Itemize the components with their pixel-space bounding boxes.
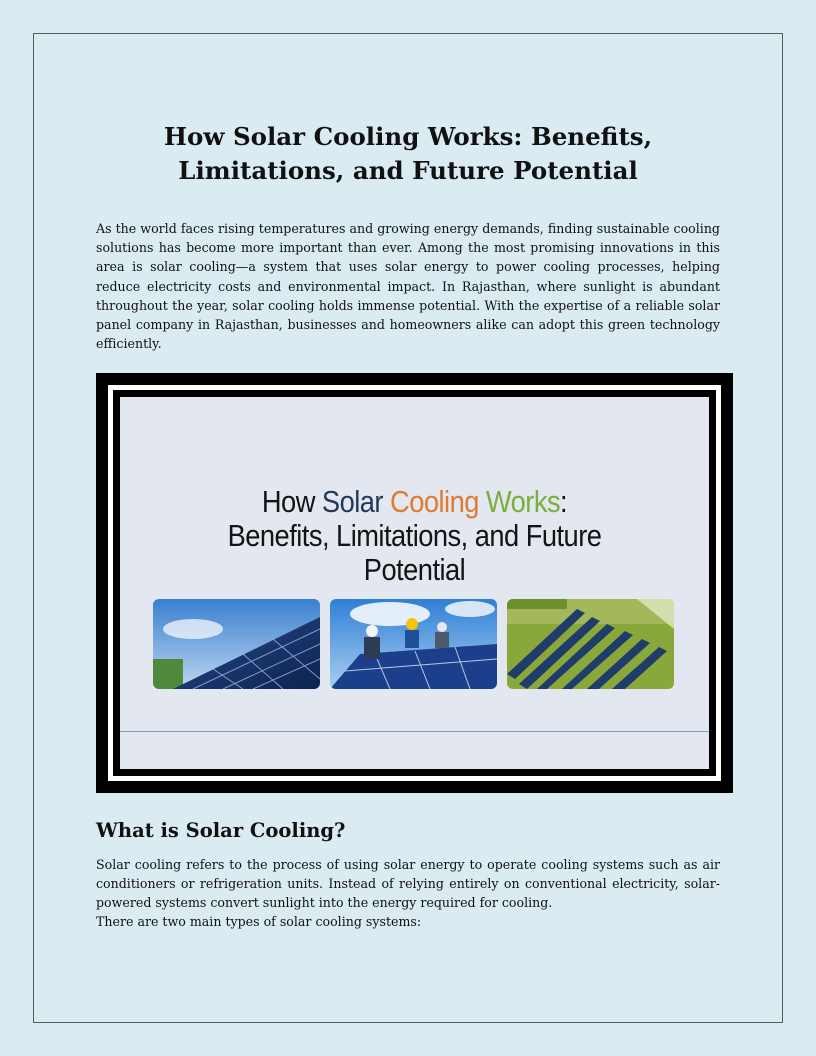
banner-slide	[120, 397, 709, 769]
banner-word-solar: Solar	[321, 484, 391, 519]
section-paragraph: Solar cooling refers to the process of using solar energy to operate cooling systems such as air conditioners or refrigeration units. Instead of relying entirely on conventional electricity, solar-powered systems convert sunlight into the energy required for cooling.	[96, 857, 720, 911]
section-heading: What is Solar Cooling?	[96, 819, 346, 842]
banner-title	[155, 485, 673, 587]
banner-word-cooling: Cooling	[390, 484, 486, 519]
banner-line-2: Benefits, Limitations, and Future	[227, 518, 602, 553]
title-line-1: How Solar Cooling Works: Benefits,	[163, 122, 653, 151]
banner-image	[96, 373, 733, 793]
banner-word-works: Works	[485, 484, 561, 519]
solar-panels-photo	[153, 599, 320, 689]
title-line-2: Limitations, and Future Potential	[178, 156, 638, 185]
section-line: There are two main types of solar cooling systems:	[96, 914, 422, 929]
document-title	[96, 120, 720, 188]
banner-line-3: Potential	[363, 552, 466, 587]
intro-paragraph: As the world faces rising temperatures and growing energy demands, finding sustainable cooling solutions has become more important than ever. Among the most promising innovations in this area is solar cooling—a system that uses solar energy to power cooling processes, helping reduce electricity costs and environmental impact. In Rajasthan, where sunlight is abundant throughout the year, solar cooling holds immense potential. With the expertise of a reliable solar panel company in Rajasthan, businesses and homeowners alike can adopt this green technology efficiently.	[96, 221, 720, 352]
banner-colon: :	[560, 484, 568, 519]
workers-installing-photo	[330, 599, 497, 689]
banner-word-how: How	[261, 484, 322, 519]
banner-divider	[120, 731, 709, 732]
solar-farm-photo	[507, 599, 674, 689]
